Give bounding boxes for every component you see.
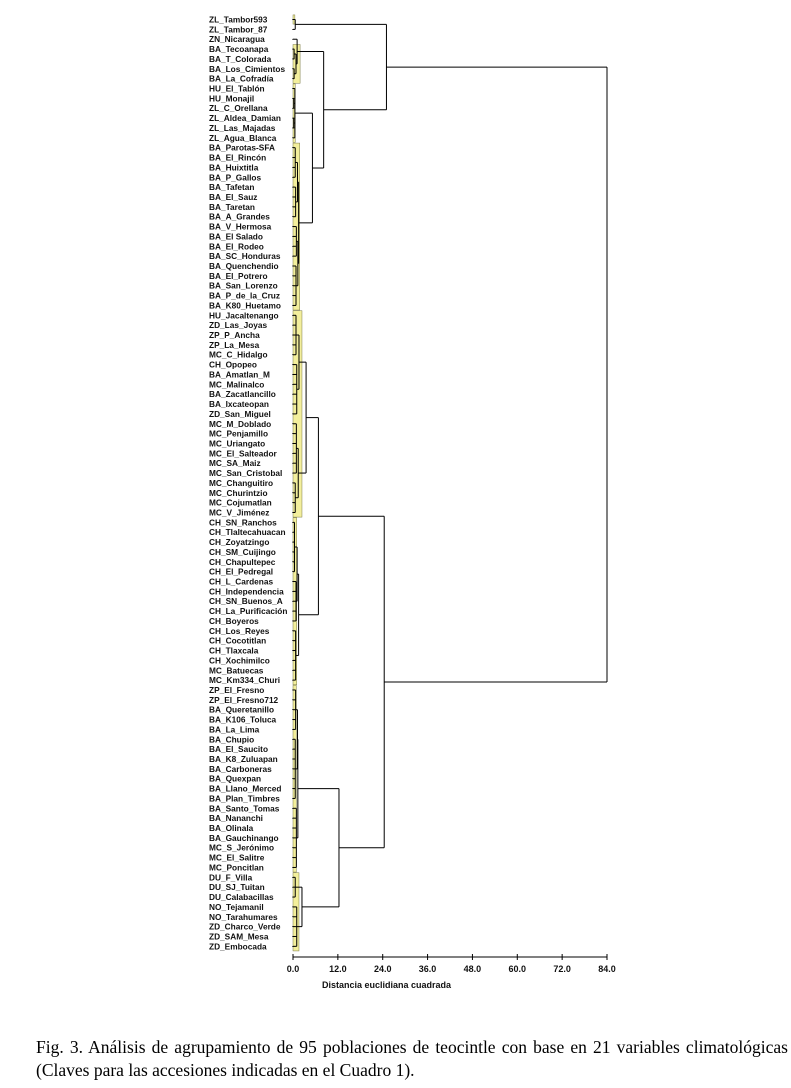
leaf-label: ZD_San_Miguel [209,408,271,419]
leaf-label: BA_El_Potrero [209,270,268,281]
leaf-label: BA_V_Hermosa [209,221,272,232]
leaf-label: CH_Boyeros [209,615,259,626]
leaf-label: MC_V_Jiménez [209,507,270,518]
axis-tick-label: 48.0 [463,964,482,974]
leaf-label: BA_Los_Cimientos [209,63,286,74]
leaf-label: DU_SJ_Tuitan [209,882,265,893]
leaf-label: BA_El_Rodeo [209,241,264,252]
leaf-label: MC_Penjamillo [209,428,269,439]
leaf-label: MC_S_Jerónimo [209,842,275,853]
leaf-label: BA_El_Saucito [209,744,269,755]
leaf-label: MC_Cojumatlan [209,497,272,508]
leaf-label: BA_Plan_Timbres [209,793,280,804]
leaf-label: CH_El_Pedregal [209,566,274,577]
leaf-label: BA_Ixcateopan [209,399,269,410]
leaf-label: BA_Quexpan [209,773,262,784]
leaf-label: MC_Changuitiro [209,477,274,488]
leaf-label: ZP_P_Ancha [209,330,260,341]
leaf-label: BA_Taretan [209,201,255,212]
leaf-label: BA_Llano_Merced [209,783,282,794]
leaf-label: BA_K8_Zuluapan [209,754,278,764]
leaf-label: MC_Uriangato [209,438,266,449]
leaf-label: HU_Jacaltenango [209,310,279,321]
leaf-label: BA_Nananchi [209,813,263,824]
leaf-label: CH_Independencia [209,586,284,597]
axis-tick-label: 12.0 [329,964,347,974]
leaf-label: BA_Amatlan_M [209,369,270,380]
leaf-label: MC_Malinalco [209,379,265,390]
leaf-label: BA_SC_Honduras [209,251,281,262]
leaf-label: MC_San_Cristobal [209,468,283,479]
leaf-label: BA_Queretanillo [209,704,275,715]
leaf-label: ZL_Tambor593 [209,14,268,25]
leaf-label: DU_F_Villa [209,872,253,883]
axis-title: Distancia euclidiana cuadrada [322,980,452,990]
leaf-label: BA_P_Gallos [209,172,262,183]
leaf-label: BA_K106_Toluca [209,714,277,725]
dendrogram-branches [293,20,607,947]
leaf-label: CH_Los_Reyes [209,625,270,636]
leaf-label: BA_Tecoanapa [209,44,269,55]
leaf-label: NO_Tarahumares [209,911,278,922]
axis-tick-label: 60.0 [508,964,527,974]
leaf-label: ZP_La_Mesa [209,339,260,350]
leaf-label: ZL_Agua_Blanca [209,132,277,143]
leaf-label: MC_Km334_Churi [209,675,281,686]
leaf-label: ZP_El_Fresno712 [209,694,279,705]
leaf-label: BA_T_Colorada [209,53,272,64]
leaf-label: CH_Xochimilco [209,655,270,666]
leaf-label: BA_El_Sauz [209,191,258,202]
leaf-label: CH_Zoyatzingo [209,537,270,548]
leaf-label: BA_Parotas-SFA [209,142,275,153]
leaf-label: CH_Opopeo [209,359,257,370]
leaf-label: CH_Tlaxcala [209,645,259,656]
leaf-label: BA_Chupio [209,734,255,745]
axis-tick-label: 36.0 [418,964,437,974]
leaf-label: BA_A_Grandes [209,211,270,222]
leaf-label: CH_Cocotitlan [209,635,267,646]
leaf-label: HU_Monajil [209,93,255,104]
leaf-label: CH_SN_Ranchos [209,517,277,528]
leaf-label: ZD_Charco_Verde [209,921,281,932]
leaf-label: BA_Santo_Tomas [209,803,280,814]
leaf-label: CH_L_Cardenas [209,576,274,587]
axis-tick-label: 84.0 [598,964,616,974]
leaf-label: ZD_SAM_Mesa [209,931,269,942]
leaf-label: NO_Tejamanil [209,901,264,912]
leaf-label: ZD_Las_Joyas [209,320,268,331]
leaf-label: CH_Tlaltecahuacan [209,527,286,538]
leaf-label: BA_La_Cofradía [209,73,274,84]
leaf-labels [209,15,287,952]
leaf-label: CH_La_Purificación [209,606,288,617]
axis-tick-label: 72.0 [553,964,571,974]
leaf-label: BA_El Salado [209,231,263,242]
leaf-label: BA_El_Rincón [209,152,267,163]
leaf-label: CH_SM_Cuijingo [209,546,276,557]
leaf-label: BA_Tafetan [209,182,255,193]
leaf-label: BA_Gauchinango [209,832,279,843]
distance-axis [287,954,616,974]
leaf-label: ZL_Las_Majadas [209,122,276,133]
axis-tick-label: 0.0 [286,964,300,974]
leaf-label: BA_Carboneras [209,763,272,774]
leaf-label: DU_Calabacillas [209,892,274,903]
leaf-label: BA_K80_Huetamo [209,300,281,311]
leaf-label: BA_La_Lima [209,724,260,735]
leaf-label: MC_Batuecas [209,665,264,676]
leaf-label: ZL_C_Orellana [209,103,268,114]
leaf-label: BA_San_Lorenzo [209,280,278,291]
leaf-label: ZL_Aldea_Damian [209,113,281,124]
axis-tick-label: 24.0 [373,964,392,974]
leaf-label: ZD_Embocada [209,941,267,952]
leaf-label: ZP_El_Fresno [209,684,265,695]
cluster-highlight-box [293,873,299,951]
leaf-label: CH_SN_Buenos_A [209,596,283,607]
leaf-label: BA_Huixtitla [209,162,259,173]
leaf-label: MC_El_Salteador [209,448,277,459]
leaf-label: BA_Olinala [209,823,254,834]
leaf-label: HU_El_Tablón [209,83,265,94]
leaf-label: MC_Churintzio [209,487,268,498]
leaf-label: MC_Poncitlan [209,862,264,873]
leaf-label: BA_Zacatlancillo [209,389,276,400]
leaf-label: MC_M_Doblado [209,418,272,429]
leaf-label: MC_El_Salitre [209,852,265,863]
leaf-label: MC_SA_Maiz [209,458,261,469]
leaf-label: MC_C_Hidalgo [209,349,268,360]
leaf-label: BA_Quenchendio [209,261,279,271]
leaf-label: ZL_Tambor_87 [209,24,268,35]
leaf-label: BA_P_de_la_Cruz [209,290,281,301]
figure-caption: Fig. 3. Análisis de agrupamiento de 95 poblaciones de teocintle con base en 21 variables climatológicas (Claves para las accesiones indicadas en el Cuadro 1). [36,1037,788,1080]
leaf-label: CH_Chapultepec [209,556,276,567]
leaf-label: ZN_Nicaragua [209,34,265,45]
